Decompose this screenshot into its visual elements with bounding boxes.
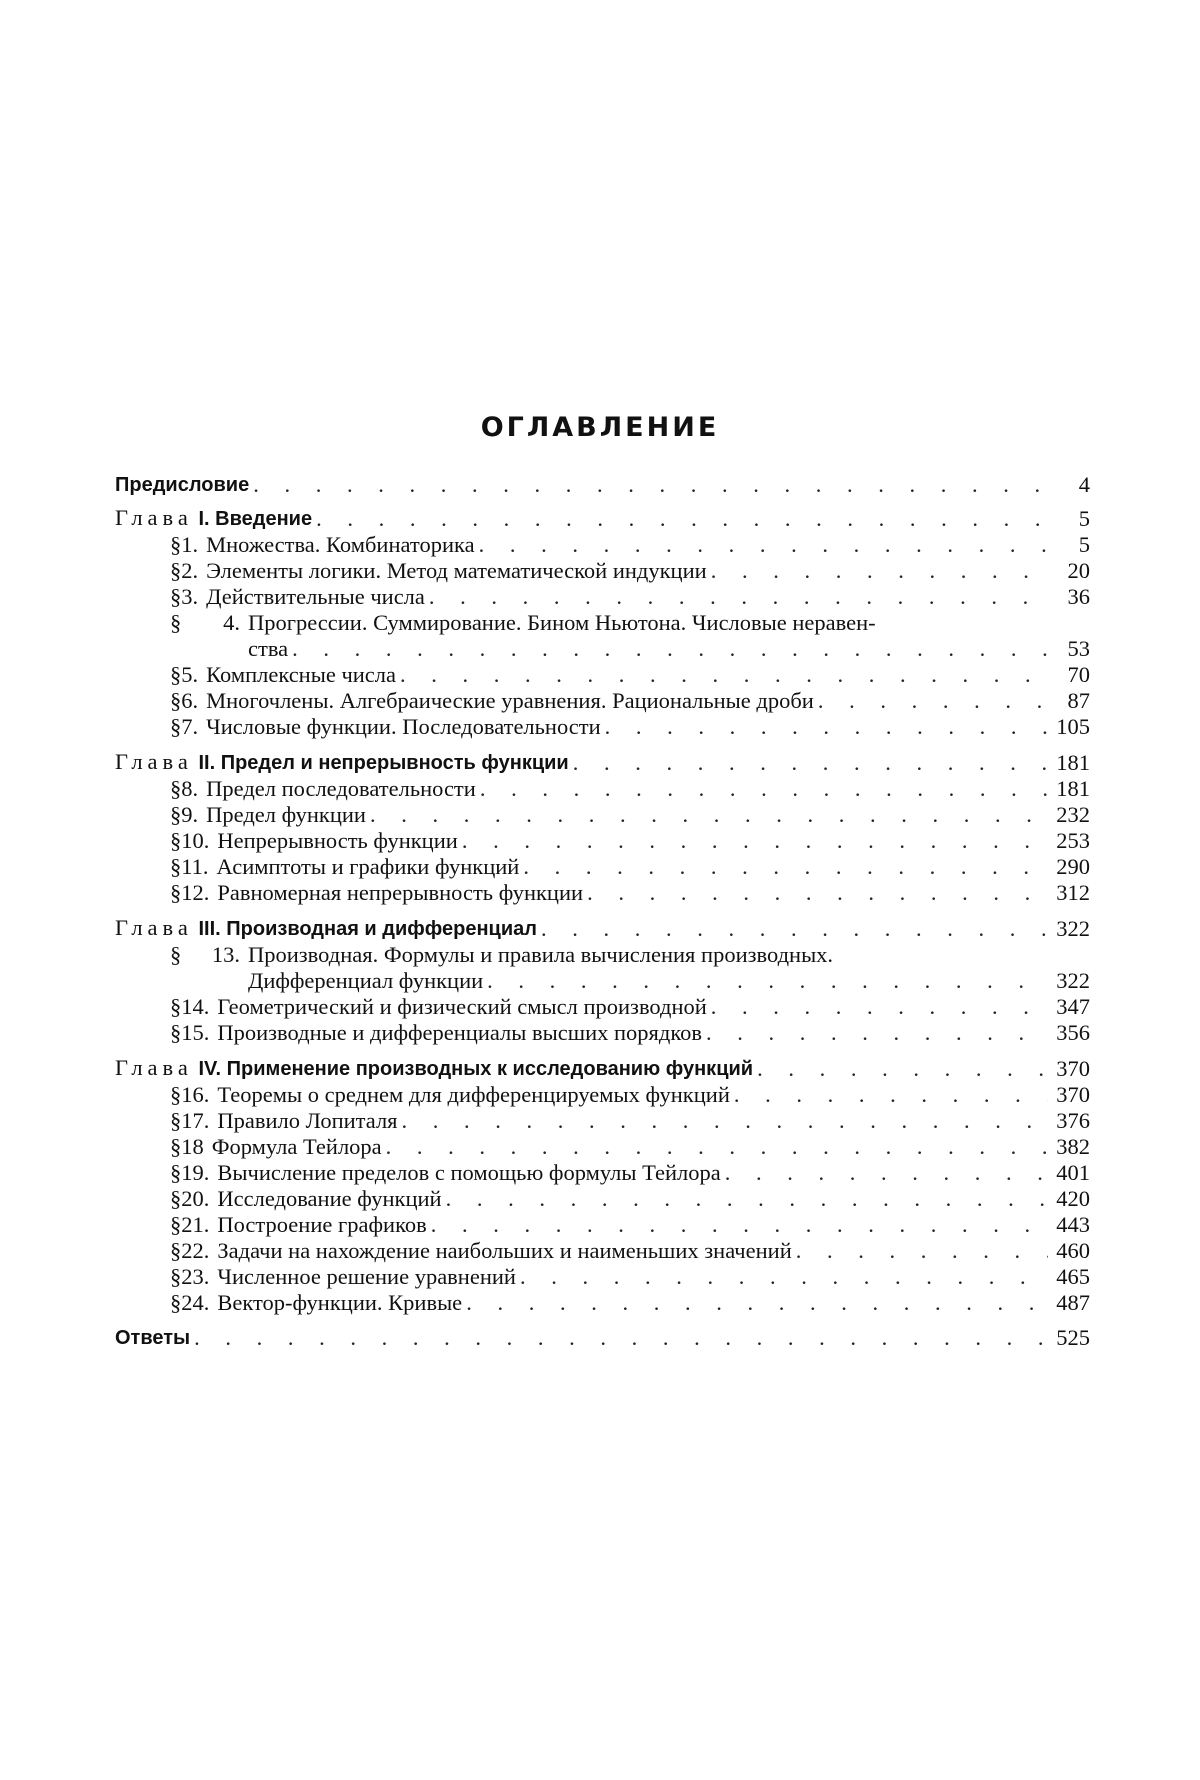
section-mark: § (170, 1186, 182, 1211)
dot-leader (711, 558, 1048, 584)
toc-row-section-continuation[interactable] (115, 636, 1090, 662)
section-title: Предел последовательности (206, 776, 476, 801)
toc-page-number: 105 (1056, 714, 1090, 739)
section-number: 15. (181, 1020, 210, 1045)
section-mark: § (170, 1160, 182, 1185)
toc-page-number: 443 (1056, 1212, 1090, 1237)
section-number: 4. (223, 610, 240, 635)
dot-leader (541, 916, 1048, 942)
section-mark: § (170, 802, 182, 827)
chapter-prefix: Глава (115, 749, 193, 774)
section-mark: § (170, 1134, 182, 1159)
section-mark: § (170, 1290, 182, 1315)
toc-row-chapter[interactable] (115, 506, 1090, 532)
toc-page-number: 460 (1056, 1238, 1090, 1263)
dot-leader (194, 1325, 1048, 1351)
section-number: 5. (181, 662, 199, 687)
chapter-heading (115, 915, 537, 942)
section-mark: § (170, 1212, 182, 1237)
section-number: 24. (181, 1290, 210, 1315)
dot-leader (706, 1020, 1048, 1046)
section-number: 6. (181, 688, 199, 713)
section-number: 3. (181, 584, 199, 609)
toc-row-section[interactable] (115, 558, 1090, 584)
section-title: Прогрессии. Суммирование. Бином Ньютона. Числовые неравен- (248, 610, 876, 635)
dot-leader (479, 532, 1048, 558)
chapter-title: I. Введение (198, 508, 313, 530)
section-number: 23. (181, 1264, 210, 1289)
toc-page-number: 312 (1056, 880, 1090, 905)
chapter-heading (115, 749, 569, 776)
section-number: 22. (181, 1238, 210, 1263)
section-mark: § (170, 714, 182, 739)
dot-leader (400, 662, 1048, 688)
section-title: Задачи на нахождение наибольших и наименьших значений (217, 1238, 792, 1263)
toc-page-number: 181 (1056, 750, 1090, 775)
dot-leader (523, 854, 1048, 880)
toc-row-section[interactable] (115, 584, 1090, 610)
dot-leader (734, 1082, 1048, 1108)
toc-row-section[interactable] (115, 880, 1090, 906)
section-mark: § (170, 1020, 182, 1045)
section-title: Предел функции (206, 802, 366, 827)
section-number: 16. (181, 1082, 210, 1107)
toc-row-section[interactable] (115, 662, 1090, 688)
section-mark: § (170, 662, 182, 687)
toc-page-number: 347 (1056, 994, 1090, 1019)
dot-leader (370, 802, 1048, 828)
toc-row-section[interactable] (115, 714, 1090, 740)
toc-page-number: 322 (1056, 916, 1090, 941)
section-mark: § (170, 1264, 182, 1289)
section-title: Действительные числа (206, 584, 425, 609)
toc-page-number: 401 (1056, 1160, 1090, 1185)
chapter-prefix: Глава (115, 505, 193, 530)
toc-row-section[interactable] (115, 1264, 1090, 1290)
dot-leader (605, 714, 1048, 740)
section-title: Геометрический и физический смысл производной (217, 994, 707, 1019)
toc-row-section[interactable] (115, 1108, 1090, 1134)
dot-leader (757, 1056, 1048, 1082)
section-title: Вектор-функции. Кривые (217, 1290, 463, 1315)
page-title: ОГЛАВЛЕНИЕ (480, 412, 720, 443)
chapter-title: II. Предел и непрерывность функции (198, 752, 569, 774)
section-mark: § (170, 1238, 182, 1263)
toc-row-section[interactable] (115, 688, 1090, 714)
toc-page-number: 87 (1067, 688, 1090, 713)
toc-row-section[interactable] (115, 854, 1090, 880)
section-mark: § (170, 584, 182, 609)
chapter-heading (115, 1055, 753, 1082)
toc-page-number: 525 (1056, 1325, 1090, 1350)
section-number: 10. (181, 828, 210, 853)
toc-row-section[interactable] (115, 1082, 1090, 1108)
toc-row-section[interactable] (115, 1238, 1090, 1264)
toc-page-number: 382 (1056, 1134, 1090, 1159)
dot-leader (316, 506, 1048, 532)
dot-leader (480, 776, 1048, 802)
toc-page-number: 4 (1078, 472, 1090, 497)
section-title: Элементы логики. Метод математической индукции (206, 558, 707, 583)
section-title: Непрерывность функции (217, 828, 458, 853)
table-of-contents (115, 472, 1090, 1351)
toc-row-section[interactable] (115, 1134, 1090, 1160)
toc-row-section[interactable] (115, 1212, 1090, 1238)
toc-row-section[interactable] (115, 776, 1090, 802)
toc-page-number: 20 (1067, 558, 1090, 583)
toc-row-section[interactable] (115, 828, 1090, 854)
section-mark: § (170, 1108, 182, 1133)
dot-leader (520, 1264, 1048, 1290)
toc-page-number: 370 (1056, 1082, 1090, 1107)
section-mark: § (170, 610, 182, 635)
section-title: Формула Тейлора (211, 1134, 382, 1159)
dot-leader (386, 1134, 1048, 1160)
section-number: 2. (181, 558, 199, 583)
toc-row-section[interactable] (115, 1186, 1090, 1212)
toc-row-section[interactable] (115, 1160, 1090, 1186)
dot-leader (466, 1290, 1048, 1316)
section-title-continuation: ства (248, 636, 289, 661)
dot-leader (711, 994, 1048, 1020)
dot-leader (725, 1160, 1048, 1186)
section-title-continuation: Дифференциал функции (248, 968, 484, 993)
section-title: Теоремы о среднем для дифференцируемых функций (217, 1082, 730, 1107)
section-mark: § (170, 854, 182, 879)
dot-leader (446, 1186, 1048, 1212)
toc-page-number: 232 (1056, 802, 1090, 827)
section-mark: § (170, 994, 182, 1019)
section-number: 1. (181, 532, 199, 557)
toc-row-chapter[interactable] (115, 1056, 1090, 1082)
toc-page-number: 36 (1067, 584, 1090, 609)
section-title: Производная. Формулы и правила вычисления производных. (248, 942, 834, 967)
section-number: 8. (181, 776, 199, 801)
section-number: 18 (181, 1134, 204, 1159)
toc-page-number: 53 (1067, 636, 1090, 661)
toc-row-section[interactable] (115, 610, 1090, 636)
toc-page-number: 376 (1056, 1108, 1090, 1133)
dot-leader (402, 1108, 1048, 1134)
toc-page-number: 487 (1056, 1290, 1090, 1315)
chapter-title: III. Производная и дифференциал (198, 918, 537, 940)
toc-row-answers[interactable] (115, 1325, 1090, 1351)
section-mark: § (170, 942, 182, 967)
toc-row-section[interactable] (115, 994, 1090, 1020)
section-title: Построение графиков (217, 1212, 427, 1237)
section-mark: § (170, 1082, 182, 1107)
section-title: Правило Лопиталя (217, 1108, 398, 1133)
toc-row-section[interactable] (115, 1290, 1090, 1316)
dot-leader (429, 584, 1048, 610)
toc-row-preface[interactable] (115, 472, 1090, 498)
section-title: Численное решение уравнений (217, 1264, 516, 1289)
toc-page-number: 290 (1056, 854, 1090, 879)
section-mark: § (170, 558, 182, 583)
dot-leader (818, 688, 1048, 714)
toc-label: Предисловие (115, 474, 250, 496)
section-number: 11. (181, 854, 209, 879)
dot-leader (253, 472, 1048, 498)
toc-page-number: 5 (1078, 506, 1090, 531)
toc-row-section[interactable] (115, 1020, 1090, 1046)
section-mark: § (170, 776, 182, 801)
section-title: Равномерная непрерывность функции (217, 880, 584, 905)
section-title: Исследование функций (217, 1186, 442, 1211)
dot-leader (462, 828, 1048, 854)
section-title: Комплексные числа (206, 662, 397, 687)
toc-row-section[interactable] (115, 942, 1090, 968)
section-title: Множества. Комбинаторика (206, 532, 475, 557)
chapter-prefix: Глава (115, 1055, 193, 1080)
chapter-heading (115, 505, 312, 532)
toc-page-number: 465 (1056, 1264, 1090, 1289)
section-mark: § (170, 532, 182, 557)
section-number: 9. (181, 802, 199, 827)
section-mark: § (170, 688, 182, 713)
chapter-title: IV. Применение производных к исследованию функций (198, 1058, 754, 1080)
toc-row-section[interactable] (115, 532, 1090, 558)
toc-page-number: 70 (1067, 662, 1090, 687)
section-title: Производные и дифференциалы высших порядков (217, 1020, 702, 1045)
toc-row-chapter[interactable] (115, 916, 1090, 942)
toc-page-number: 5 (1078, 532, 1090, 557)
section-number: 7. (181, 714, 199, 739)
toc-page-number: 370 (1056, 1056, 1090, 1081)
section-number: 12. (181, 880, 210, 905)
dot-leader (573, 750, 1048, 776)
section-number: 17. (181, 1108, 210, 1133)
toc-page-number: 181 (1056, 776, 1090, 801)
section-number: 19. (181, 1160, 210, 1185)
toc-page-number: 356 (1056, 1020, 1090, 1045)
dot-leader (292, 636, 1048, 662)
chapter-list (115, 506, 1090, 1316)
section-number: 20. (181, 1186, 210, 1211)
section-title: Числовые функции. Последовательности (206, 714, 601, 739)
section-number: 13. (211, 942, 240, 967)
section-number: 14. (181, 994, 210, 1019)
toc-page-number: 420 (1056, 1186, 1090, 1211)
toc-row-section-continuation[interactable] (115, 968, 1090, 994)
toc-row-chapter[interactable] (115, 750, 1090, 776)
dot-leader (487, 968, 1048, 994)
section-mark: § (170, 828, 182, 853)
section-number: 21. (181, 1212, 210, 1237)
toc-page-number: 253 (1056, 828, 1090, 853)
section-mark: § (170, 880, 182, 905)
toc-page-number: 322 (1056, 968, 1090, 993)
chapter-prefix: Глава (115, 915, 193, 940)
section-title: Асимптоты и графики функций (216, 854, 520, 879)
toc-label: Ответы (115, 1327, 191, 1349)
dot-leader (431, 1212, 1048, 1238)
section-title: Многочлены. Алгебраические уравнения. Рациональные дроби (206, 688, 814, 713)
dot-leader (796, 1238, 1048, 1264)
dot-leader (587, 880, 1048, 906)
section-title: Вычисление пределов с помощью формулы Тейлора (217, 1160, 721, 1185)
toc-row-section[interactable] (115, 802, 1090, 828)
